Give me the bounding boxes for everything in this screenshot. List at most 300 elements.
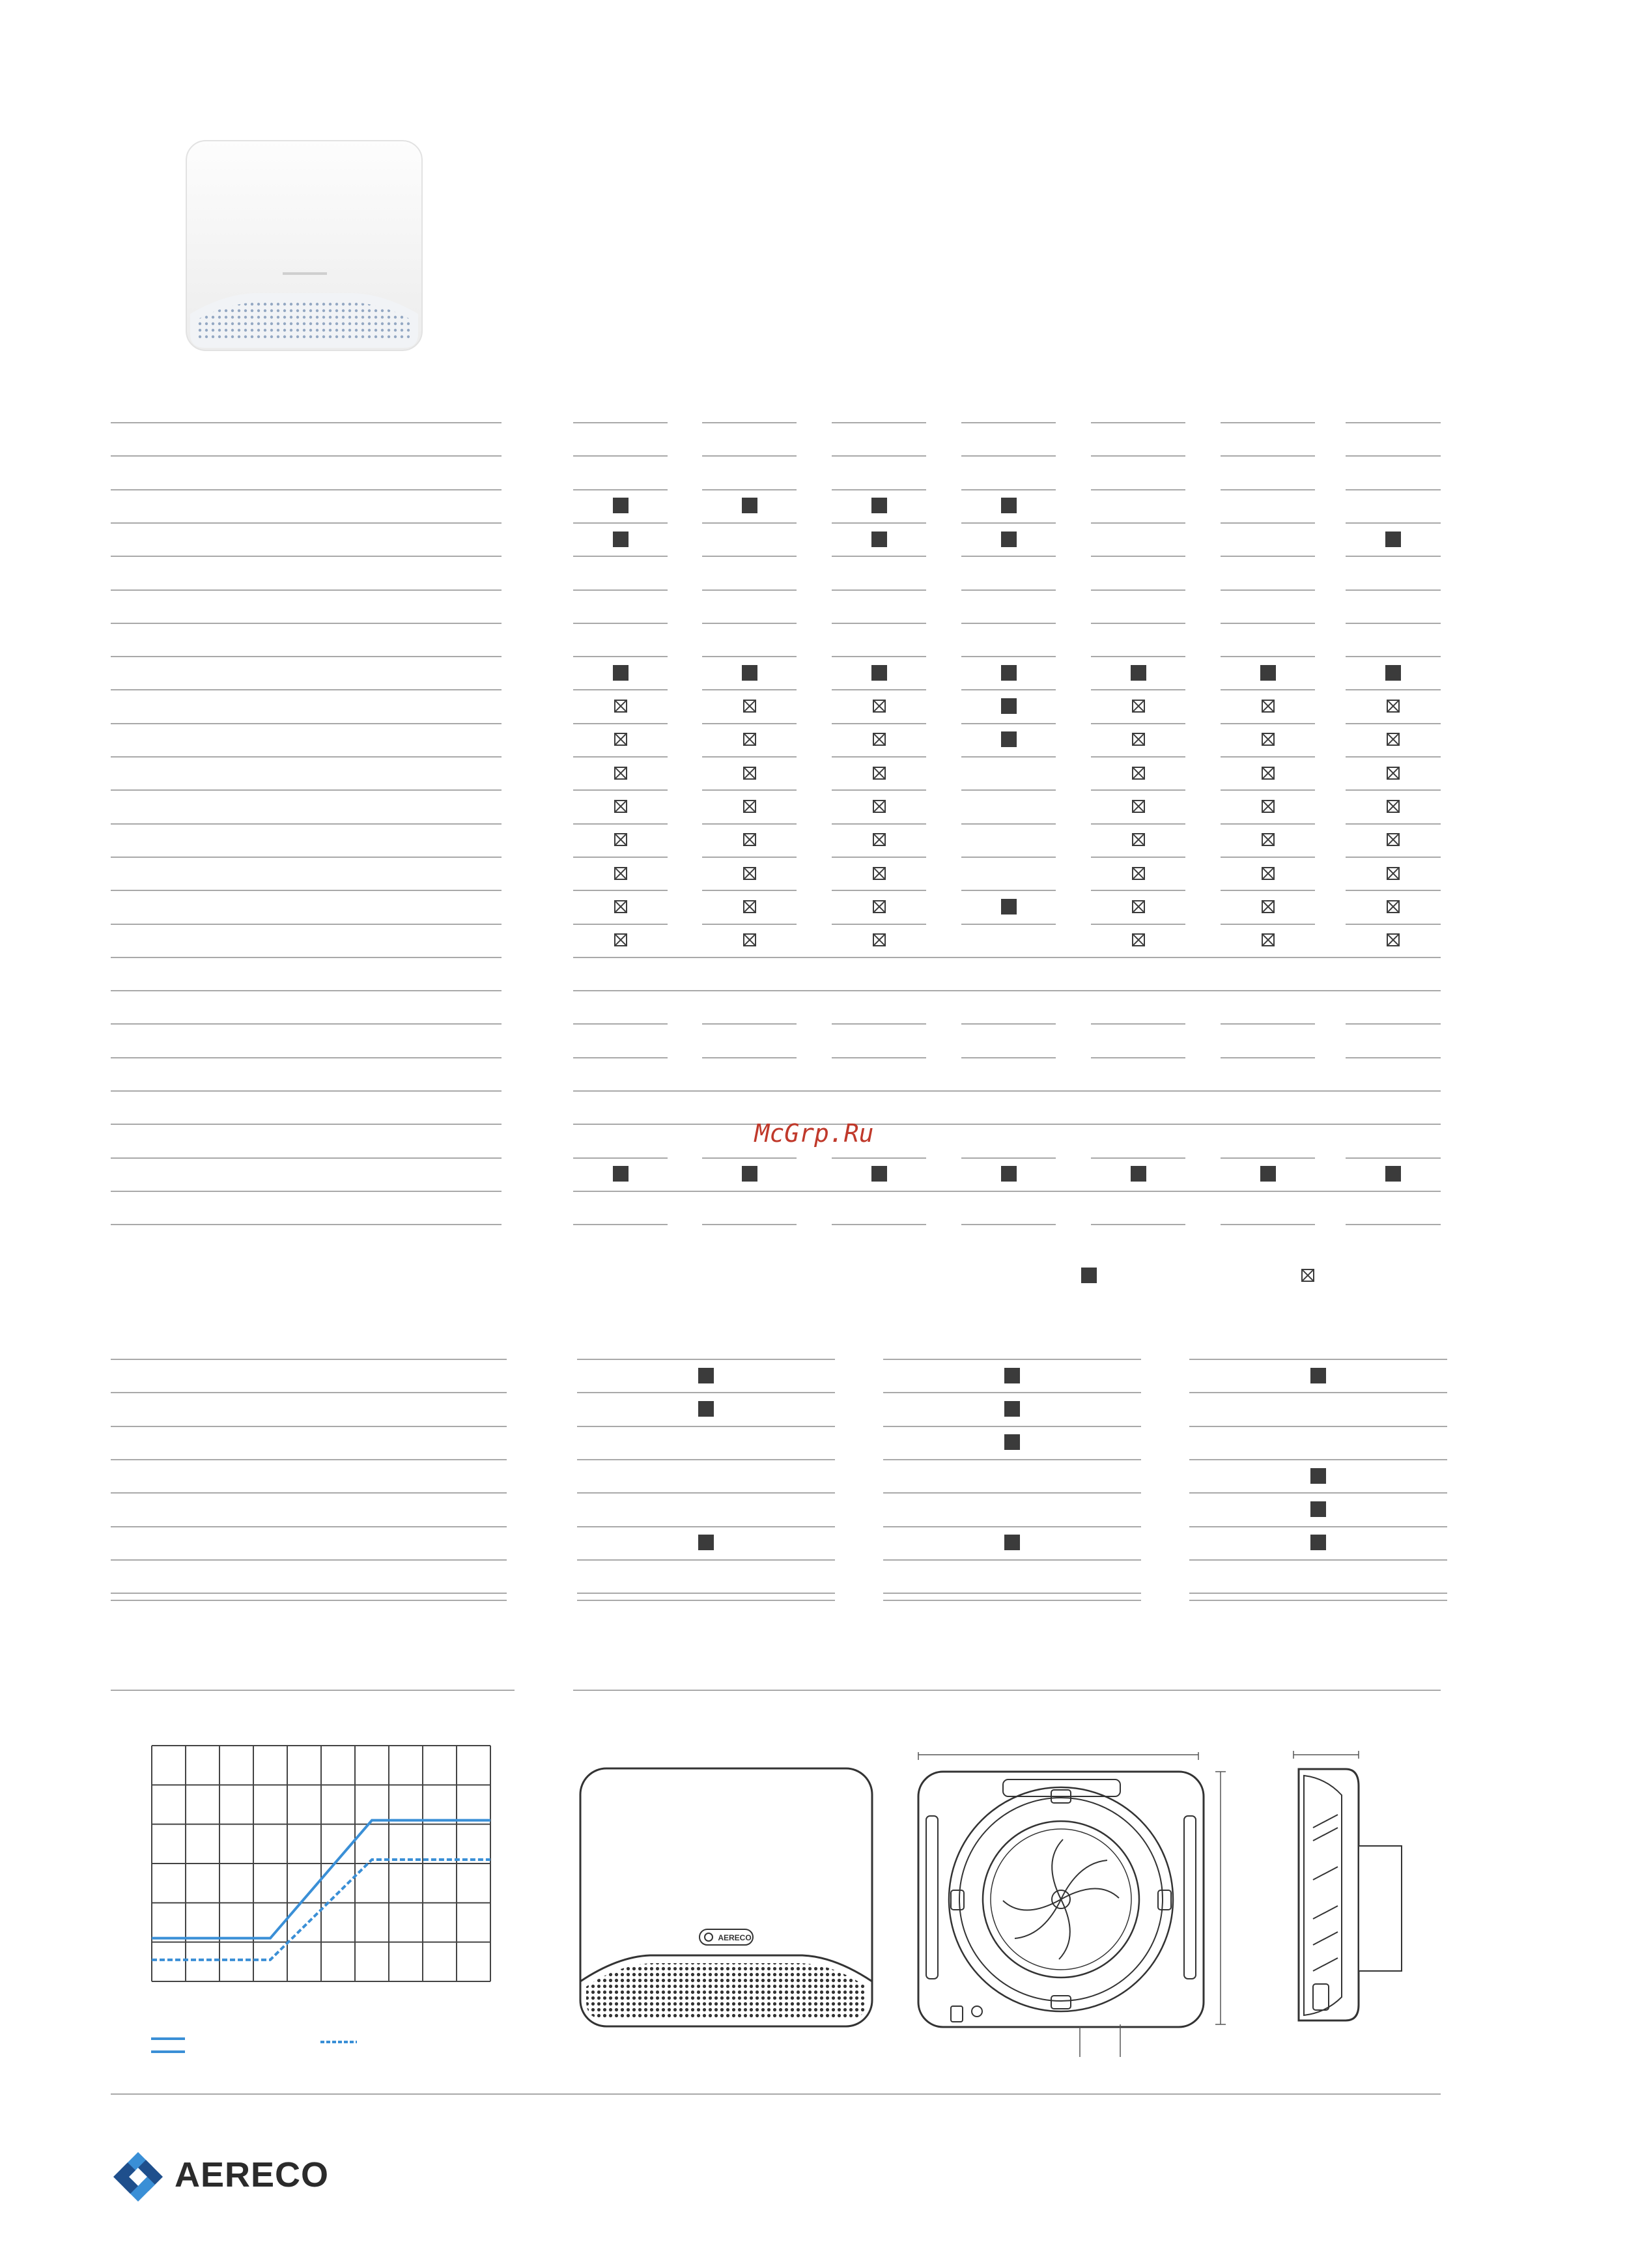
option-mark bbox=[614, 933, 627, 946]
option-mark bbox=[1132, 833, 1145, 846]
table-rule-cell bbox=[1346, 1157, 1441, 1159]
standard-mark bbox=[698, 1368, 714, 1383]
option-mark bbox=[614, 867, 627, 880]
option-mark bbox=[614, 767, 627, 780]
table-rule-cell bbox=[1346, 1224, 1441, 1225]
table-rule-label bbox=[111, 1559, 507, 1561]
table-rule-cell bbox=[961, 455, 1056, 457]
table-rule-label bbox=[111, 1426, 507, 1427]
table-rule-cell bbox=[1221, 823, 1315, 825]
table-rule-cell bbox=[961, 890, 1056, 891]
table-rule-cell bbox=[573, 556, 668, 557]
table-rule-cell bbox=[1221, 556, 1315, 557]
table-rule-cell bbox=[1189, 1459, 1447, 1460]
table-rule-cell bbox=[577, 1559, 835, 1561]
footer-rule bbox=[111, 2093, 1441, 2095]
table-rule-cell bbox=[961, 589, 1056, 591]
table-rule-cell bbox=[1189, 1559, 1447, 1561]
table-rule-cell bbox=[961, 1023, 1056, 1025]
option-mark bbox=[1262, 933, 1275, 946]
option-mark bbox=[1387, 700, 1400, 713]
table-rule-cell bbox=[1346, 422, 1441, 423]
table-rule-cell bbox=[573, 823, 668, 825]
table-rule-cell bbox=[573, 857, 668, 858]
table-rule-label bbox=[111, 623, 502, 624]
table-rule-cell bbox=[832, 1023, 926, 1025]
table-rule-cell bbox=[832, 522, 926, 524]
table-rule-span bbox=[573, 1124, 1441, 1125]
standard-mark bbox=[742, 665, 757, 681]
option-mark bbox=[743, 800, 756, 813]
table-rule-label bbox=[111, 1191, 502, 1192]
option-mark bbox=[1132, 867, 1145, 880]
table-rule-cell bbox=[832, 689, 926, 690]
front-view-drawing bbox=[578, 1766, 874, 2028]
table-rule-cell bbox=[1346, 890, 1441, 891]
table-rule-cell bbox=[1091, 890, 1185, 891]
table-rule-cell bbox=[702, 522, 797, 524]
option-mark bbox=[614, 800, 627, 813]
table-rule-cell bbox=[573, 522, 668, 524]
option-mark bbox=[1262, 767, 1275, 780]
table-rule-cell bbox=[1091, 857, 1185, 858]
option-mark bbox=[743, 900, 756, 913]
table-rule-cell bbox=[1189, 1593, 1447, 1594]
standard-mark bbox=[1310, 1535, 1326, 1550]
table-rule-cell bbox=[1189, 1426, 1447, 1427]
option-mark bbox=[873, 733, 886, 746]
table-rule-cell bbox=[573, 789, 668, 791]
table-rule-cell bbox=[1189, 1392, 1447, 1393]
option-mark bbox=[873, 900, 886, 913]
option-mark bbox=[743, 733, 756, 746]
standard-mark bbox=[871, 1166, 887, 1182]
table-rule-cell bbox=[1221, 1023, 1315, 1025]
table-rule-cell bbox=[883, 1600, 1141, 1601]
option-mark bbox=[873, 800, 886, 813]
standard-mark bbox=[1001, 665, 1017, 681]
option-mark bbox=[873, 833, 886, 846]
table-rule-cell bbox=[1091, 823, 1185, 825]
legend-key-dashed bbox=[319, 2039, 358, 2047]
table-rule-cell bbox=[702, 823, 797, 825]
table-rule-cell bbox=[1221, 522, 1315, 524]
table-rule-cell bbox=[702, 556, 797, 557]
table-rule-cell bbox=[1091, 789, 1185, 791]
table-rule-label bbox=[111, 1124, 502, 1125]
table-rule-cell bbox=[1221, 756, 1315, 758]
table-rule-cell bbox=[1091, 1157, 1185, 1159]
option-mark bbox=[743, 833, 756, 846]
table-rule-cell bbox=[832, 1057, 926, 1058]
table-rule-cell bbox=[1346, 589, 1441, 591]
option-mark bbox=[614, 833, 627, 846]
table-rule-cell bbox=[1221, 623, 1315, 624]
table-rule-cell bbox=[1091, 556, 1185, 557]
option-mark bbox=[743, 700, 756, 713]
standard-mark bbox=[1004, 1434, 1020, 1450]
standard-mark bbox=[1385, 665, 1401, 681]
table-rule-cell bbox=[702, 756, 797, 758]
table-rule-cell bbox=[1346, 857, 1441, 858]
table-rule-cell bbox=[702, 489, 797, 490]
standard-mark bbox=[1001, 899, 1017, 914]
standard-mark bbox=[1001, 532, 1017, 547]
table-rule-cell bbox=[1221, 689, 1315, 690]
table-rule-cell bbox=[961, 789, 1056, 791]
table-rule-cell bbox=[832, 656, 926, 657]
standard-mark bbox=[1131, 1166, 1146, 1182]
table-rule-cell bbox=[1221, 723, 1315, 724]
table-rule-label bbox=[111, 1224, 502, 1225]
table-rule-cell bbox=[1221, 924, 1315, 925]
table-rule-cell bbox=[573, 723, 668, 724]
table-rule-cell bbox=[961, 857, 1056, 858]
section-rule-drawings bbox=[573, 1690, 1441, 1691]
table-rule-label bbox=[111, 924, 502, 925]
table-rule-cell bbox=[1091, 455, 1185, 457]
table-rule-label bbox=[111, 522, 502, 524]
table-rule-label bbox=[111, 723, 502, 724]
table-rule-cell bbox=[702, 1157, 797, 1159]
table-rule-cell bbox=[1091, 522, 1185, 524]
table-rule-cell bbox=[1091, 689, 1185, 690]
standard-mark bbox=[1260, 665, 1276, 681]
table-rule-cell bbox=[1221, 1157, 1315, 1159]
option-mark bbox=[1262, 867, 1275, 880]
device-label: AERECO bbox=[718, 1933, 752, 1942]
table-rule-cell bbox=[702, 857, 797, 858]
option-mark bbox=[1387, 733, 1400, 746]
table-rule-cell bbox=[1091, 1023, 1185, 1025]
table-rule-cell bbox=[577, 1392, 835, 1393]
table-rule-cell bbox=[1091, 924, 1185, 925]
table-rule-cell bbox=[961, 1224, 1056, 1225]
table-rule-label bbox=[111, 1600, 507, 1601]
table-rule-cell bbox=[1221, 1057, 1315, 1058]
option-mark bbox=[614, 900, 627, 913]
standard-mark bbox=[1001, 498, 1017, 513]
table-rule-cell bbox=[577, 1359, 835, 1360]
table-rule-cell bbox=[832, 455, 926, 457]
table-rule-label bbox=[111, 589, 502, 591]
table-rule-label bbox=[111, 1526, 507, 1527]
table-rule-span bbox=[573, 957, 1441, 958]
table-rule-cell bbox=[573, 1157, 668, 1159]
table-rule-cell bbox=[832, 1224, 926, 1225]
table-rule-label bbox=[111, 823, 502, 825]
option-mark bbox=[1387, 767, 1400, 780]
table-rule-cell bbox=[1189, 1359, 1447, 1360]
table-rule-cell bbox=[1221, 455, 1315, 457]
table-rule-label bbox=[111, 422, 502, 423]
table-rule-label bbox=[111, 890, 502, 891]
table-rule-cell bbox=[961, 723, 1056, 724]
standard-mark bbox=[613, 498, 629, 513]
table-rule-cell bbox=[883, 1492, 1141, 1494]
option-mark bbox=[1132, 733, 1145, 746]
option-mark bbox=[1262, 733, 1275, 746]
option-mark bbox=[1262, 800, 1275, 813]
option-mark bbox=[1132, 933, 1145, 946]
table-rule-cell bbox=[961, 924, 1056, 925]
legend-option-mark bbox=[1301, 1269, 1314, 1282]
table-rule-cell bbox=[1346, 1057, 1441, 1058]
standard-mark bbox=[698, 1535, 714, 1550]
table-rule-cell bbox=[1091, 422, 1185, 423]
table-rule-cell bbox=[883, 1593, 1141, 1594]
table-rule-cell bbox=[573, 1224, 668, 1225]
table-rule-cell bbox=[961, 756, 1056, 758]
standard-mark bbox=[1004, 1368, 1020, 1383]
table-rule-cell bbox=[573, 422, 668, 423]
table-rule-cell bbox=[961, 1157, 1056, 1159]
table-rule-label bbox=[111, 1392, 507, 1393]
section-rule-chart bbox=[111, 1690, 515, 1691]
table-rule-cell bbox=[832, 723, 926, 724]
table-rule-cell bbox=[832, 890, 926, 891]
table-rule-cell bbox=[1346, 924, 1441, 925]
table-rule-cell bbox=[573, 924, 668, 925]
table-rule-cell bbox=[832, 789, 926, 791]
option-mark bbox=[1262, 900, 1275, 913]
table-rule-cell bbox=[832, 589, 926, 591]
table-rule-cell bbox=[1346, 823, 1441, 825]
table-rule-label bbox=[111, 1057, 502, 1058]
table-rule-cell bbox=[573, 756, 668, 758]
table-rule-cell bbox=[573, 589, 668, 591]
table-rule-cell bbox=[573, 689, 668, 690]
airflow-chart bbox=[147, 1740, 498, 1988]
standard-mark bbox=[1310, 1468, 1326, 1484]
standard-mark bbox=[613, 665, 629, 681]
table-rule-cell bbox=[832, 857, 926, 858]
option-mark bbox=[1132, 900, 1145, 913]
table-rule-cell bbox=[883, 1392, 1141, 1393]
table-rule-cell bbox=[573, 656, 668, 657]
table-rule-cell bbox=[883, 1426, 1141, 1427]
table-rule-cell bbox=[1346, 723, 1441, 724]
table-rule-cell bbox=[573, 890, 668, 891]
table-rule-cell bbox=[577, 1459, 835, 1460]
table-rule-span bbox=[573, 990, 1441, 991]
table-rule-cell bbox=[702, 1057, 797, 1058]
table-rule-cell bbox=[832, 756, 926, 758]
table-rule-cell bbox=[961, 656, 1056, 657]
table-rule-cell bbox=[702, 924, 797, 925]
standard-mark bbox=[1004, 1401, 1020, 1417]
table-rule-cell bbox=[1346, 689, 1441, 690]
standard-mark bbox=[698, 1401, 714, 1417]
option-mark bbox=[1132, 700, 1145, 713]
table-rule-cell bbox=[1221, 1224, 1315, 1225]
table-rule-cell bbox=[1091, 589, 1185, 591]
table-rule-cell bbox=[961, 489, 1056, 490]
option-mark bbox=[873, 700, 886, 713]
table-rule-cell bbox=[961, 422, 1056, 423]
table-rule-cell bbox=[702, 1023, 797, 1025]
option-mark bbox=[1262, 700, 1275, 713]
table-rule-cell bbox=[702, 1224, 797, 1225]
table-rule-cell bbox=[1189, 1600, 1447, 1601]
standard-mark bbox=[742, 1166, 757, 1182]
standard-mark bbox=[871, 532, 887, 547]
option-mark bbox=[1387, 933, 1400, 946]
table-rule-cell bbox=[883, 1459, 1141, 1460]
table-rule-cell bbox=[961, 823, 1056, 825]
table-rule-cell bbox=[832, 823, 926, 825]
table-rule-cell bbox=[832, 556, 926, 557]
option-mark bbox=[1387, 800, 1400, 813]
table-rule-cell bbox=[1221, 589, 1315, 591]
rear-view-drawing bbox=[912, 1751, 1227, 2057]
table-rule-cell bbox=[1091, 723, 1185, 724]
table-rule-label bbox=[111, 990, 502, 991]
table-rule-cell bbox=[832, 489, 926, 490]
table-rule-cell bbox=[832, 623, 926, 624]
option-mark bbox=[873, 867, 886, 880]
table-rule-cell bbox=[1091, 1057, 1185, 1058]
standard-mark bbox=[1385, 1166, 1401, 1182]
table-rule-cell bbox=[573, 489, 668, 490]
table-rule-cell bbox=[1346, 656, 1441, 657]
table-rule-cell bbox=[961, 1057, 1056, 1058]
table-rule-cell bbox=[1091, 1224, 1185, 1225]
table-rule-cell bbox=[832, 924, 926, 925]
standard-mark bbox=[613, 1166, 629, 1182]
legend-standard-mark bbox=[1081, 1268, 1097, 1283]
table-rule-cell bbox=[832, 422, 926, 423]
table-rule-cell bbox=[1346, 489, 1441, 490]
table-rule-cell bbox=[883, 1359, 1141, 1360]
table-rule-cell bbox=[1221, 489, 1315, 490]
table-rule-cell bbox=[702, 789, 797, 791]
standard-mark bbox=[1385, 532, 1401, 547]
table-rule-cell bbox=[1091, 623, 1185, 624]
table-rule-cell bbox=[702, 623, 797, 624]
table-rule-cell bbox=[577, 1492, 835, 1494]
table-rule-cell bbox=[1346, 455, 1441, 457]
standard-mark bbox=[1131, 665, 1146, 681]
legend-key-solid bbox=[148, 2035, 188, 2061]
table-rule-cell bbox=[883, 1526, 1141, 1527]
table-rule-cell bbox=[702, 723, 797, 724]
standard-mark bbox=[1260, 1166, 1276, 1182]
table-rule-cell bbox=[1221, 422, 1315, 423]
table-rule-cell bbox=[1091, 489, 1185, 490]
table-rule-cell bbox=[577, 1600, 835, 1601]
standard-mark bbox=[1310, 1368, 1326, 1383]
table-rule-label bbox=[111, 1459, 507, 1460]
table-rule-cell bbox=[1091, 656, 1185, 657]
option-mark bbox=[873, 933, 886, 946]
table-rule-cell bbox=[577, 1526, 835, 1527]
side-view-drawing bbox=[1287, 1750, 1425, 2030]
table-rule-cell bbox=[702, 656, 797, 657]
standard-mark bbox=[1001, 731, 1017, 747]
table-rule-cell bbox=[883, 1559, 1141, 1561]
table-rule-label bbox=[111, 1090, 502, 1092]
table-rule-label bbox=[111, 1593, 507, 1594]
table-rule-cell bbox=[961, 689, 1056, 690]
standard-mark bbox=[1310, 1501, 1326, 1517]
aereco-logo-icon bbox=[111, 2149, 165, 2204]
table-rule-cell bbox=[961, 556, 1056, 557]
table-rule-cell bbox=[702, 422, 797, 423]
table-rule-label bbox=[111, 556, 502, 557]
table-rule-cell bbox=[1221, 656, 1315, 657]
table-rule-span bbox=[573, 1090, 1441, 1092]
table-rule-cell bbox=[577, 1426, 835, 1427]
table-rule-cell bbox=[961, 522, 1056, 524]
table-rule-cell bbox=[702, 890, 797, 891]
table-rule-cell bbox=[961, 623, 1056, 624]
table-rule-cell bbox=[573, 1023, 668, 1025]
table-rule-span bbox=[573, 1191, 1441, 1192]
standard-mark bbox=[1001, 698, 1017, 714]
standard-mark bbox=[613, 532, 629, 547]
option-mark bbox=[743, 867, 756, 880]
table-rule-label bbox=[111, 1359, 507, 1360]
table-rule-label bbox=[111, 1157, 502, 1159]
standard-mark bbox=[1004, 1535, 1020, 1550]
option-mark bbox=[1387, 900, 1400, 913]
watermark: McGrp.Ru bbox=[754, 1119, 874, 1148]
table-rule-cell bbox=[1221, 789, 1315, 791]
table-rule-cell bbox=[1346, 556, 1441, 557]
table-rule-label bbox=[111, 756, 502, 758]
table-rule-cell bbox=[1221, 890, 1315, 891]
table-rule-cell bbox=[573, 1057, 668, 1058]
table-rule-cell bbox=[1346, 756, 1441, 758]
table-rule-label bbox=[111, 1023, 502, 1025]
option-mark bbox=[1262, 833, 1275, 846]
table-rule-cell bbox=[1221, 857, 1315, 858]
option-mark bbox=[873, 767, 886, 780]
standard-mark bbox=[742, 498, 757, 513]
table-rule-label bbox=[111, 489, 502, 490]
table-rule-cell bbox=[573, 455, 668, 457]
product-photo bbox=[184, 138, 425, 353]
table-rule-cell bbox=[1091, 756, 1185, 758]
table-rule-cell bbox=[1346, 623, 1441, 624]
table-rule-cell bbox=[832, 1157, 926, 1159]
table-rule-label bbox=[111, 957, 502, 958]
table-rule-cell bbox=[1346, 1023, 1441, 1025]
table-rule-label bbox=[111, 857, 502, 858]
option-mark bbox=[1387, 833, 1400, 846]
table-rule-cell bbox=[702, 455, 797, 457]
table-rule-cell bbox=[1189, 1526, 1447, 1527]
option-mark bbox=[614, 700, 627, 713]
brand-name: AERECO bbox=[175, 2155, 330, 2194]
table-rule-cell bbox=[1346, 789, 1441, 791]
table-rule-label bbox=[111, 1492, 507, 1494]
option-mark bbox=[1132, 800, 1145, 813]
standard-mark bbox=[1001, 1166, 1017, 1182]
option-mark bbox=[743, 933, 756, 946]
option-mark bbox=[1132, 767, 1145, 780]
table-rule-cell bbox=[577, 1593, 835, 1594]
standard-mark bbox=[871, 665, 887, 681]
table-rule-label bbox=[111, 656, 502, 657]
option-mark bbox=[1387, 867, 1400, 880]
option-mark bbox=[614, 733, 627, 746]
table-rule-cell bbox=[573, 623, 668, 624]
table-rule-label bbox=[111, 455, 502, 457]
table-rule-cell bbox=[1189, 1492, 1447, 1494]
table-rule-label bbox=[111, 789, 502, 791]
